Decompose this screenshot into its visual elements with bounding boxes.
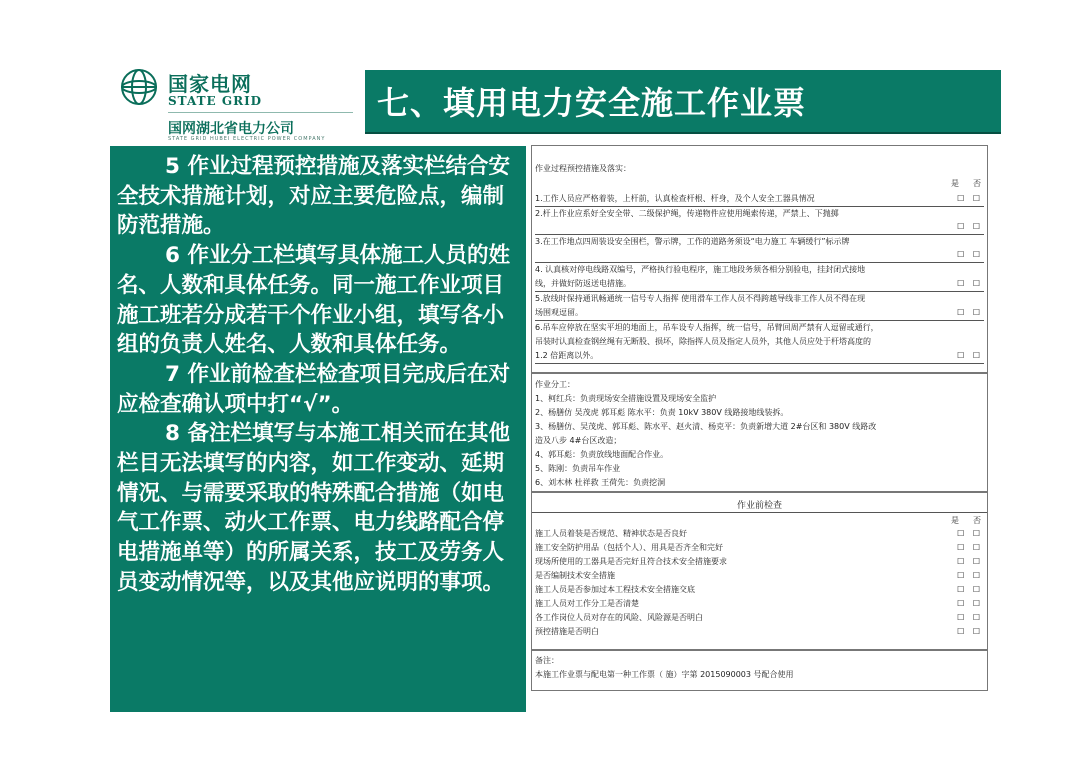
- precaution-section: [531, 145, 988, 373]
- check-item-1: 施工人员着装是否规范、精神状态是否良好: [535, 529, 687, 538]
- paragraph-5: 5 作业过程预控措施及落实栏结合安全技术措施计划，对应主要危险点，编制防范措施。: [117, 154, 510, 239]
- paragraph-7: 7 作业前检查栏检查项目完成后在对应检查确认项中打“√”。: [117, 361, 510, 417]
- divider: [535, 363, 984, 364]
- remarks-note: 本施工作业票与配电第一种工作票（ 施）字第 2015090003 号配合使用: [535, 670, 794, 679]
- precaution-line-1: 1.工作人员应严格着装，上杆前，认真检查杆根、杆身，及个人安全工器具情况: [535, 194, 815, 203]
- division-line-6: 6、刘木林 杜祥救 王荷先：负责挖洞: [535, 478, 666, 487]
- precaution-line-3: 3.在工作地点四周装设安全围栏，警示牌，工作的道路务须设“电力施工 车辆缓行”标示牌: [535, 237, 850, 246]
- pre-work-check-heading: 作业前检查: [736, 501, 782, 511]
- check-item-3: 现场所使用的工器具是否完好且符合技术安全措施要求: [535, 557, 727, 566]
- checkbox-pair[interactable]: ☐ ☐: [957, 250, 983, 259]
- remarks-section: [531, 649, 988, 691]
- division-line-4: 4、郭耳彪：负责放线地面配合作业。: [535, 450, 669, 459]
- checkbox-pair[interactable]: ☐ ☐: [957, 543, 983, 552]
- division-line-2: 2、杨膳仿 吴茂虎 郭耳彪 陈水平：负责 10kV 380V 线路接地线装拆。: [535, 408, 789, 417]
- division-line-3b: 造及八步 4#台区改造；: [535, 436, 622, 445]
- precaution-heading: 作业过程预控措施及落实：: [535, 164, 631, 173]
- yes-label: 是: [951, 179, 959, 188]
- check-item-4: 是否编制技术安全措施: [535, 571, 615, 580]
- remarks-heading: 备注：: [535, 656, 559, 665]
- logo-divider: [168, 112, 353, 113]
- precaution-line-5a: 5.放线时保持通讯畅通统一信号专人指挥 使用滑车工作人员不得跨越导线非工作人员不得在现: [535, 294, 866, 303]
- division-line-5: 5、陈刚：负责吊车作业: [535, 464, 621, 473]
- checkbox-pair[interactable]: ☐ ☐: [957, 585, 983, 594]
- checkbox-pair[interactable]: ☐ ☐: [957, 308, 983, 317]
- work-ticket-form: [531, 145, 988, 696]
- checkbox-pair[interactable]: ☐ ☐: [957, 627, 983, 636]
- checkbox-pair[interactable]: ☐ ☐: [957, 557, 983, 566]
- checkbox-pair[interactable]: ☐ ☐: [957, 279, 983, 288]
- checkbox-pair[interactable]: ☐ ☐: [957, 529, 983, 538]
- divider: [535, 291, 984, 292]
- precaution-line-2: 2.杆上作业应系好全安全带、二级保护绳，传递物件应使用绳索传递，严禁上、下抛掷: [535, 209, 839, 218]
- check-item-8: 预控措施是否明白: [535, 627, 599, 636]
- explanation-text: [117, 152, 521, 598]
- paragraph-8: 8 备注栏填写与本施工相关而在其他栏目无法填写的内容，如工作变动、延期情况、与需要采取的特殊配合措施（如电气工作票、动火工作票、电力线路配合停电措施单等）的所属关系，技工及劳务人员变动情况等，以及其他应说明的事项。: [117, 421, 510, 595]
- work-division-section: [531, 373, 988, 493]
- checkbox-pair[interactable]: ☐ ☐: [957, 599, 983, 608]
- paragraph-6: 6 作业分工栏填写具体施工人员的姓名、人数和具体任务。同一施工作业项目施工班若分成若干个作业小组，填写各小组的负责人姓名、人数和具体任务。: [117, 243, 510, 358]
- explanation-panel: [110, 146, 526, 712]
- logo-company: 国网湖北省电力公司: [168, 121, 294, 137]
- checkbox-pair[interactable]: ☐ ☐: [957, 351, 983, 360]
- precaution-line-5b: 场围观逗留。: [535, 308, 583, 317]
- precaution-line-4a: 4. 认真核对停电线路双编号，严格执行验电程序，施工地段务须各相分别验电，挂封闭式接地: [535, 265, 866, 274]
- precaution-line-4b: 线，并做好防返送电措施。: [535, 279, 631, 288]
- checkbox-pair[interactable]: ☐ ☐: [957, 613, 983, 622]
- divider: [535, 320, 984, 321]
- divider: [532, 512, 987, 513]
- divider: [535, 206, 984, 207]
- check-item-2: 施工安全防护用品（包括个人）、用具是否齐全和完好: [535, 543, 723, 552]
- precaution-line-6b: 吊装时认真检查钢丝绳有无断股、损坏，除指挥人员及指定人员外，其他人员应处于杆塔高度的: [535, 337, 871, 346]
- logo-company-en: STATE GRID HUBEI ELECTRIC POWER COMPANY: [168, 136, 326, 142]
- pre-work-check-section: [531, 491, 988, 651]
- no-label: 否: [973, 179, 981, 188]
- page-title: 七、填用电力安全施工作业票: [377, 84, 807, 122]
- state-grid-logo: [120, 66, 360, 146]
- logo-name-cn: 国家电网: [168, 72, 252, 96]
- yes-label: 是: [951, 516, 959, 525]
- work-division-heading: 作业分工：: [535, 380, 575, 389]
- checkbox-pair[interactable]: ☐ ☐: [957, 222, 983, 231]
- check-item-6: 施工人员对工作分工是否清楚: [535, 599, 639, 608]
- divider: [535, 234, 984, 235]
- division-line-1: 1、柯红兵：负责现场安全措施设置及现场安全监护: [535, 394, 717, 403]
- divider: [535, 262, 984, 263]
- logo-name-en: STATE GRID: [168, 94, 263, 108]
- checkbox-pair[interactable]: ☐ ☐: [957, 194, 983, 203]
- checkbox-pair[interactable]: ☐ ☐: [957, 571, 983, 580]
- no-label: 否: [973, 516, 981, 525]
- division-line-3: 3、杨膳仿、吴茂虎、郭耳彪、陈水平、赵火清、杨克平：负责新增大道 2#台区和 380V 线路改: [535, 422, 877, 431]
- check-item-5: 施工人员是否参加过本工程技术安全措施交底: [535, 585, 695, 594]
- title-bar: [365, 70, 1001, 132]
- state-grid-globe-icon: [120, 68, 158, 106]
- check-item-7: 各工作岗位人员对存在的风险、风险源是否明白: [535, 613, 703, 622]
- precaution-line-6c: 1.2 倍距离以外。: [535, 351, 599, 360]
- precaution-line-6a: 6.吊车应停放在坚实平坦的地面上，吊车设专人指挥，统一信号，吊臂回周严禁有人逗留或通行，: [535, 323, 879, 332]
